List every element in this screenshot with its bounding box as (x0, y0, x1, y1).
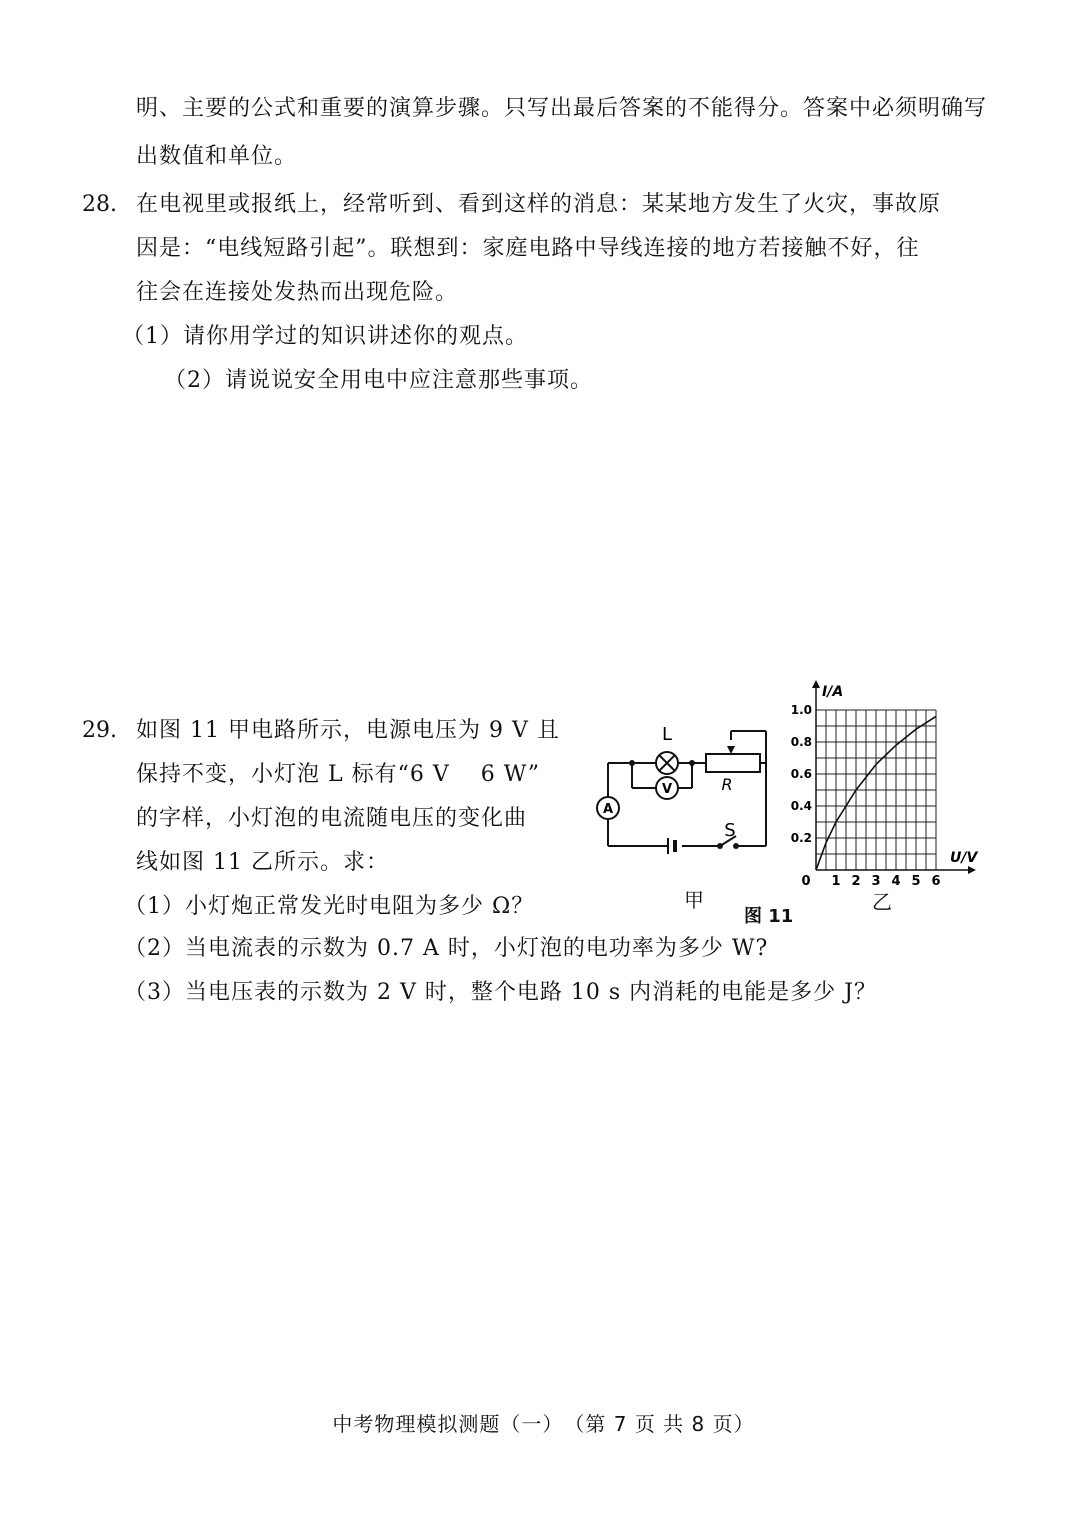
question-29-line-2: 保持不变，小灯泡 L 标有“6 V 6 W” (136, 762, 540, 787)
y-tick-label: 0.2 (790, 831, 812, 845)
question-29-sub-1: （1）小灯炮正常发光时电阻为多少 Ω？ (124, 894, 535, 919)
x-tick-label: 0 (801, 874, 811, 889)
circuit-caption: 甲 (684, 888, 704, 912)
rheostat-label: R (721, 775, 733, 794)
question-29-sub-3: （3）当电压表的示数为 2 V 时，整个电路 10 s 内消耗的电能是多少 J？ (124, 980, 877, 1005)
switch-label: S (724, 820, 736, 841)
figure-title: 图 11 (744, 906, 794, 927)
question-29-line-4: 线如图 11 乙所示。求： (136, 850, 389, 875)
question-28-sub-2: （2）请说说安全用电中应注意那些事项。 (164, 368, 593, 393)
circuit-diagram (596, 716, 776, 866)
ammeter-label: A (602, 802, 614, 817)
intro-line-2: 出数值和单位。 (136, 144, 298, 169)
iv-graph (780, 680, 990, 890)
lamp-symbol (656, 752, 678, 774)
voltmeter-label: V (661, 782, 673, 797)
x-tick-label: 6 (931, 874, 941, 889)
page-footer: 中考物理模拟测题（一） （第 7 页 共 8 页） (332, 1412, 755, 1436)
x-tick-label: 4 (891, 874, 901, 889)
y-tick-label: 1.0 (790, 703, 812, 717)
x-tick-label: 3 (871, 874, 881, 889)
question-28-line-3: 往会在连接处发热而出现危险。 (136, 280, 459, 305)
x-axis-label: U/V (950, 850, 978, 866)
y-tick-label: 0.6 (790, 767, 812, 781)
y-tick-label: 0.4 (790, 799, 812, 813)
question-28-line-1: 在电视里或报纸上，经常听到、看到这样的消息：某某地方发生了火灾，事故原 (136, 192, 942, 217)
x-axis-arrow (968, 866, 976, 874)
intro-line-1: 明、主要的公式和重要的演算步骤。只写出最后答案的不能得分。答案中必须明确写 (136, 96, 988, 121)
x-tick-label: 2 (851, 874, 861, 889)
question-29-number: 29. (82, 718, 117, 743)
lamp-label: L (661, 724, 673, 745)
question-29-sub-2: （2）当电流表的示数为 0.7 A 时，小灯泡的电功率为多少 W? (124, 936, 769, 961)
question-28-line-2: 因是：“电线短路引起”。联想到：家庭电路中导线连接的地方若接触不好，往 (136, 236, 920, 261)
question-28-number: 28. (82, 192, 117, 217)
question-28-sub-1: （1）请你用学过的知识讲述你的观点。 (122, 324, 528, 349)
question-29-line-3: 的字样，小灯泡的电流随电压的变化曲 (136, 806, 528, 831)
question-29-line-1: 如图 11 甲电路所示，电源电压为 9 V 且 (136, 718, 560, 743)
x-tick-label: 1 (831, 874, 841, 889)
y-tick-label: 0.8 (790, 735, 812, 749)
x-tick-label: 5 (911, 874, 921, 889)
graph-caption: 乙 (872, 890, 892, 914)
y-axis-arrow (812, 680, 820, 688)
y-axis-label: I/A (822, 684, 844, 700)
